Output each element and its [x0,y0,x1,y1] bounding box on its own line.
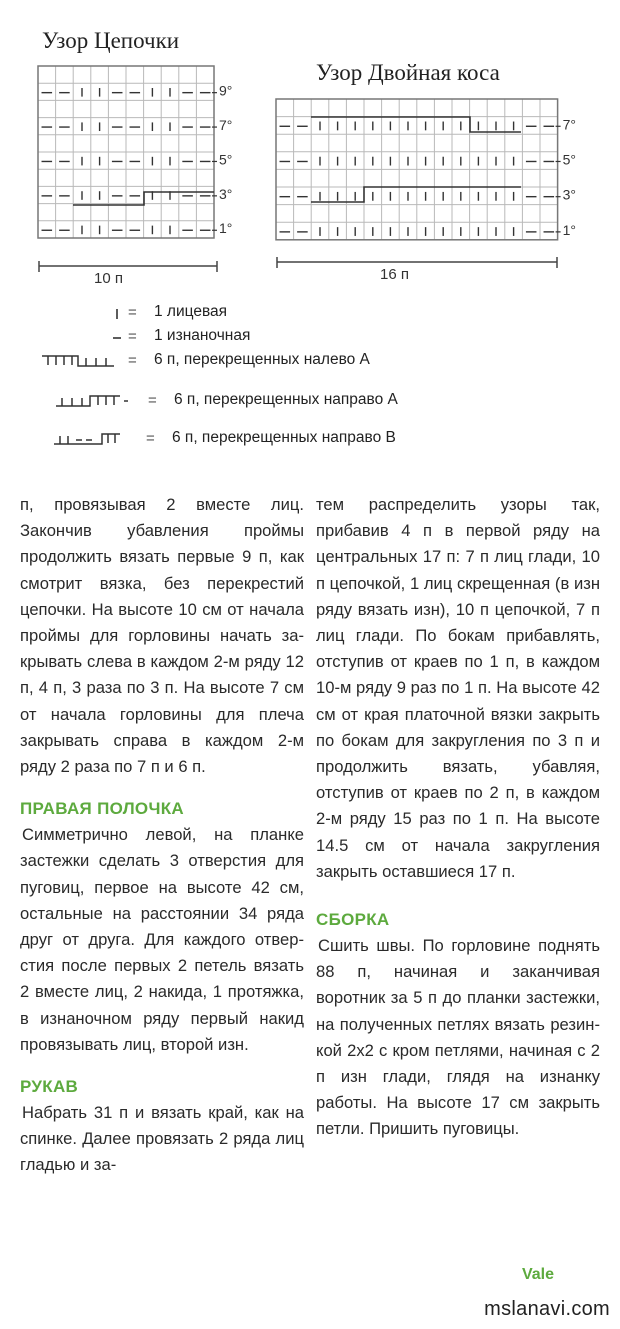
legend-label: 6 п, перекрещенных направо В [172,429,396,446]
chart-title-chain: Узор Цепочки [42,28,180,53]
section-heading-sleeve: РУКАВ [20,1077,79,1097]
cross-right-a-icon [54,392,128,410]
legend-item-cross-right-b [40,428,500,452]
row-number-label: 3° [219,185,233,202]
legend-equals: = [146,430,155,447]
double-cable-chart-svg [276,99,596,249]
body-paragraph: п, провязывая 2 вместе лиц. Закончив убавления проймы продолжить вязать первые 9 п, как смотрит вязка, без перекрестий цепочки. На высоте 10 см от начала проймы для горловины начать закрывать слева в каждом 2-м ряду 12 п, 4 п, 3 раза по 3 п. На высоте 7 см от начала горловины для плеча закрывать справа в каждом 2-м ряду 2 раза по 7 п и 6 п. [20,495,304,777]
double-cable-width-ruler [276,254,560,288]
legend-label: 6 п, перекрещенных направо А [174,391,398,408]
legend-item-purl [40,326,500,350]
section-heading-right-front: ПРАВАЯ ПОЛОЧКА [20,799,184,819]
legend-label: 1 изнаночная [154,327,251,344]
legend-equals: = [148,392,157,409]
left-text-column [20,492,304,1179]
chart-title-double-cable: Узор Двойная коса [316,60,500,85]
row-number-label: 1° [562,221,576,238]
row-number-label: 7° [562,116,576,133]
body-paragraph: Симметрично левой, на планке застежки сделать 3 отверстия для пуговиц, первое на высоте 42 см, остальные на расстоянии 34 ряда друг от друга. Для каждого отверстия после первых 2 петель вязать 2 вместе лиц, 2 накида, 1 протяжка, в изнаночном ряду первый накид провязывать лиц, второй изн. [20,825,304,1054]
cable-cross-mark [73,192,214,205]
cable-cross-mark [311,117,521,132]
chart-grid [276,99,558,240]
legend-equals: = [128,352,137,369]
author-signature: Vale [521,1266,554,1283]
chain-width-label: 10 п [94,270,123,287]
legend-equals: = [128,304,137,321]
legend-item-knit [40,302,500,326]
chain-pattern-chart [38,66,268,286]
legend-equals: = [128,328,137,345]
chain-chart-svg [38,66,268,286]
double-cable-width-label: 16 п [380,266,409,283]
right-text-column [316,492,600,1143]
purl-stitch-icon [112,335,122,341]
body-paragraph: тем распределить узоры так, прибавив 4 п в первой ряду на центральных 17 п: 7 п лиц глади, 10 п цепочкой, 1 лиц скрещенная (в изн ряду вязать изн), 10 п цепочкой, 7 п лиц глади. По бокам прибавлять, отступив от краев по 1 п, в каждом 10-м ряду 9 раз по 1 п. На высоте 42 см от края платочной вязки закрыть по бокам для закругления по 3 п и продолжить вязать, убавляя, отступив от краев по 2 п, в каждом 2-м ряду 15 раз по 1 п. На высоте 14.5 см от начала закругления закрыть оставшиеся 17 п. [316,495,600,881]
cable-cross-mark [311,187,521,202]
chain-width-ruler [38,258,220,292]
cross-right-b-icon [52,430,126,448]
row-number-label: 7° [219,116,233,133]
legend-label: 1 лицевая [154,303,228,320]
double-cable-pattern-chart [276,99,596,249]
legend-item-cross-left-a [40,350,500,374]
site-watermark: mslanavi.com [484,1298,610,1320]
body-paragraph: Сшить швы. По горловине поднять 88 п, начиная и заканчивая воротник за 5 п до планки застежки, на полученных петлях вязать резинкой 2х2 с кром петлями, начиная с 2 п изн глади, глядя на изнанку работы. На высоте 17 см закрыть петли. Пришить пуговицы. [316,936,600,1139]
row-number-label: 3° [562,186,576,203]
row-number-label: 1° [219,220,233,237]
body-paragraph: Набрать 31 п и вязать край, как на спинке. Далее провязать 2 ряда лиц гладью и за- [20,1103,304,1175]
section-heading-assembly: СБОРКА [316,910,390,930]
legend-item-cross-right-a [40,390,500,414]
legend-label: 6 п, перекрещенных налево А [154,351,370,368]
knit-stitch-icon [114,308,120,320]
row-number-label: 5° [219,151,233,168]
row-number-label: 5° [562,151,576,168]
chart-grid [38,66,214,238]
row-number-label: 9° [219,82,233,99]
cross-left-a-icon [40,352,116,370]
